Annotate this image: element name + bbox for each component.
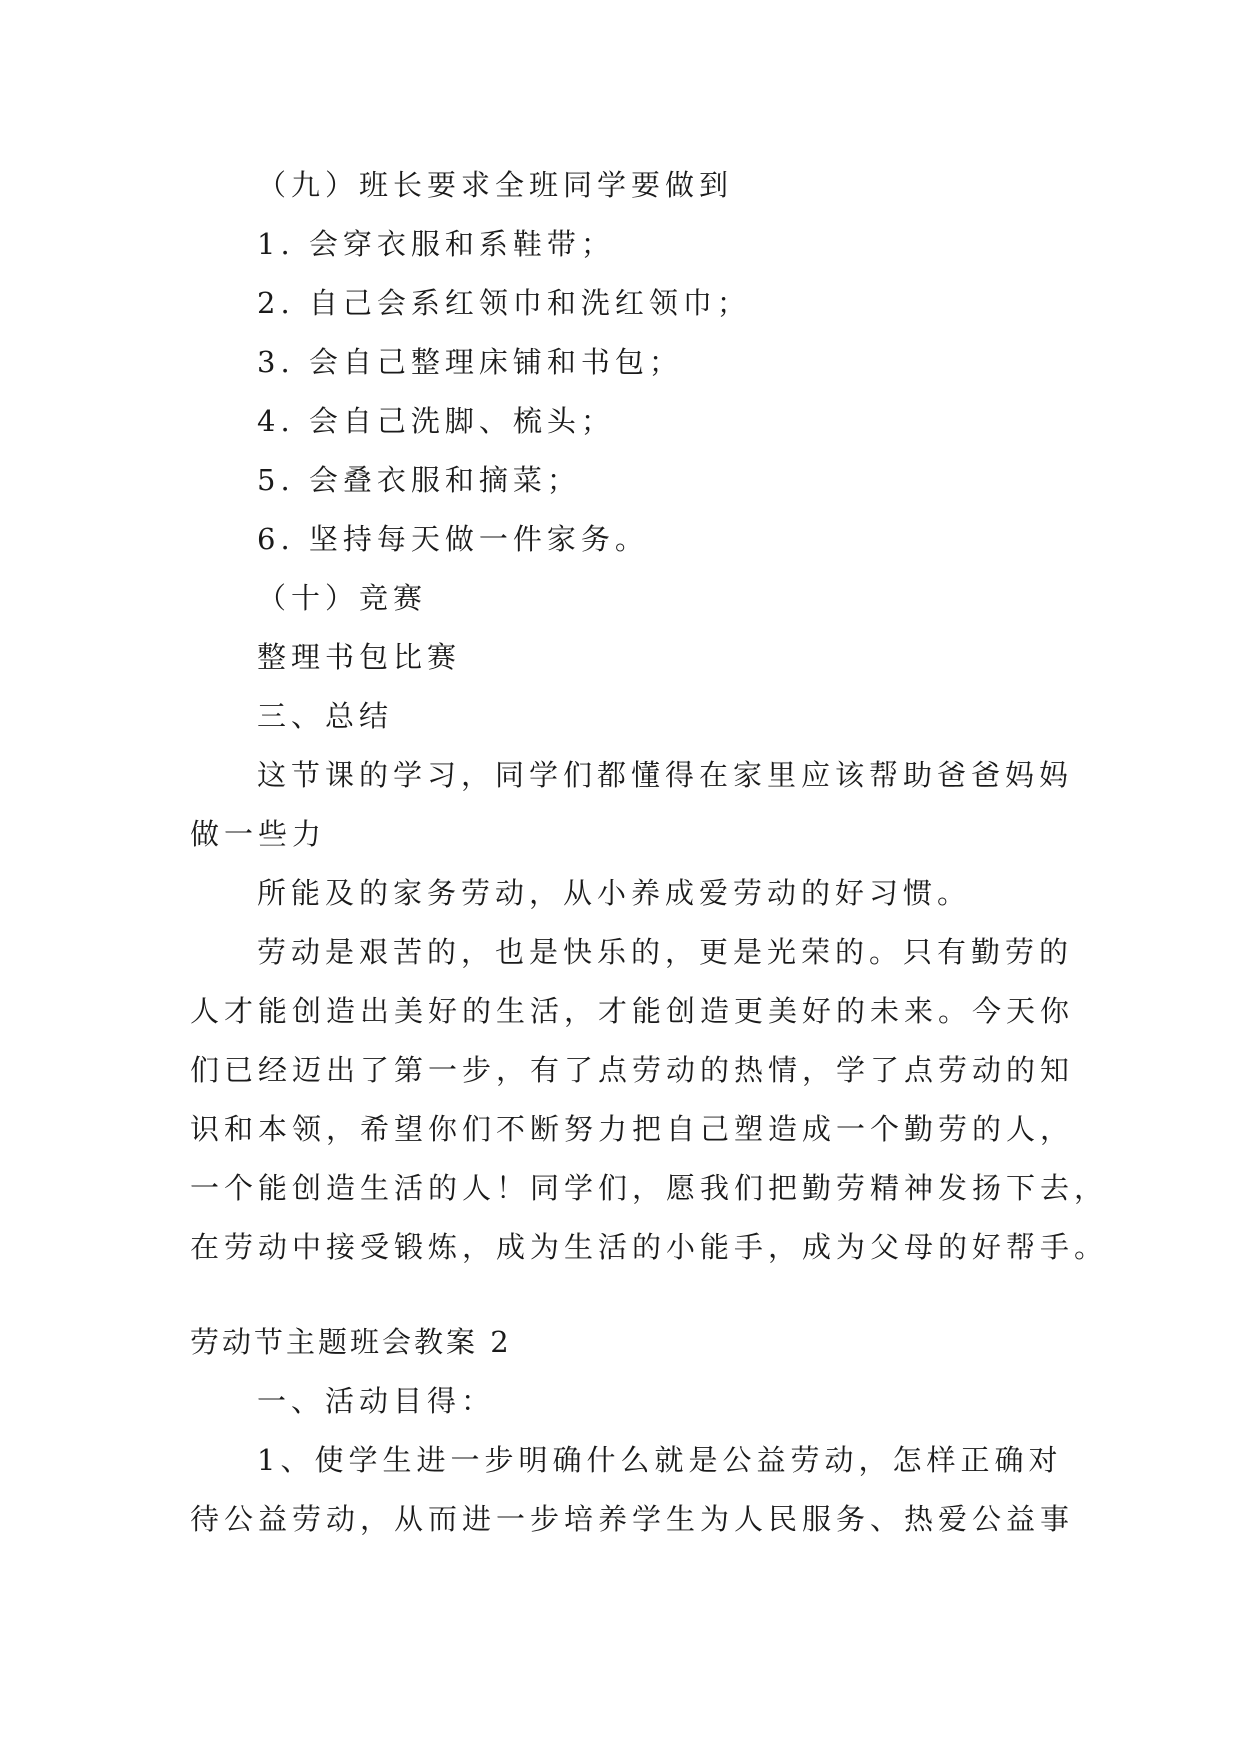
list-item-6: 6. 坚持每天做一件家务。 xyxy=(257,522,649,556)
paragraph-line: 一个能创造生活的人！同学们，愿我们把勤劳精神发扬下去， xyxy=(190,1171,1109,1205)
paragraph-line: 劳动是艰苦的，也是快乐的，更是光荣的。只有勤劳的 xyxy=(257,935,1074,969)
paragraph-line: 1、使学生进一步明确什么就是公益劳动，怎样正确对 xyxy=(257,1443,1063,1477)
paragraph-line: 所能及的家务劳动，从小养成爱劳动的好习惯。 xyxy=(257,876,972,910)
list-item-1: 1. 会穿衣服和系鞋带； xyxy=(257,227,615,261)
list-item-5: 5. 会叠衣服和摘菜； xyxy=(257,463,581,497)
paragraph-line: 在劳动中接受锻炼，成为生活的小能手，成为父母的好帮手。 xyxy=(190,1230,1109,1264)
activity-goal-heading: 一、活动目得： xyxy=(257,1384,496,1418)
paragraph-line: 做一些力 xyxy=(190,817,327,851)
paragraph-line: 这节课的学习，同学们都懂得在家里应该帮助爸爸妈妈 xyxy=(257,758,1074,792)
paragraph-line: 们已经迈出了第一步，有了点劳动的热情，学了点劳动的知 xyxy=(190,1053,1075,1087)
list-item-2: 2. 自己会系红领巾和洗红领巾； xyxy=(257,286,751,320)
section-heading-10: （十）竞赛 xyxy=(257,581,428,615)
document-title: 劳动节主题班会教案 2 xyxy=(190,1325,512,1359)
list-item-3: 3. 会自己整理床铺和书包； xyxy=(257,345,683,379)
summary-heading: 三、总结 xyxy=(257,699,394,733)
paragraph-line: 识和本领，希望你们不断努力把自己塑造成一个勤劳的人， xyxy=(190,1112,1075,1146)
list-item-4: 4. 会自己洗脚、梳头； xyxy=(257,404,615,438)
competition-item: 整理书包比赛 xyxy=(257,640,462,674)
paragraph-line: 待公益劳动，从而进一步培养学生为人民服务、热爱公益事 xyxy=(190,1502,1075,1536)
section-heading-9: （九）班长要求全班同学要做到 xyxy=(257,168,734,202)
paragraph-line: 人才能创造出美好的生活，才能创造更美好的未来。今天你 xyxy=(190,994,1075,1028)
